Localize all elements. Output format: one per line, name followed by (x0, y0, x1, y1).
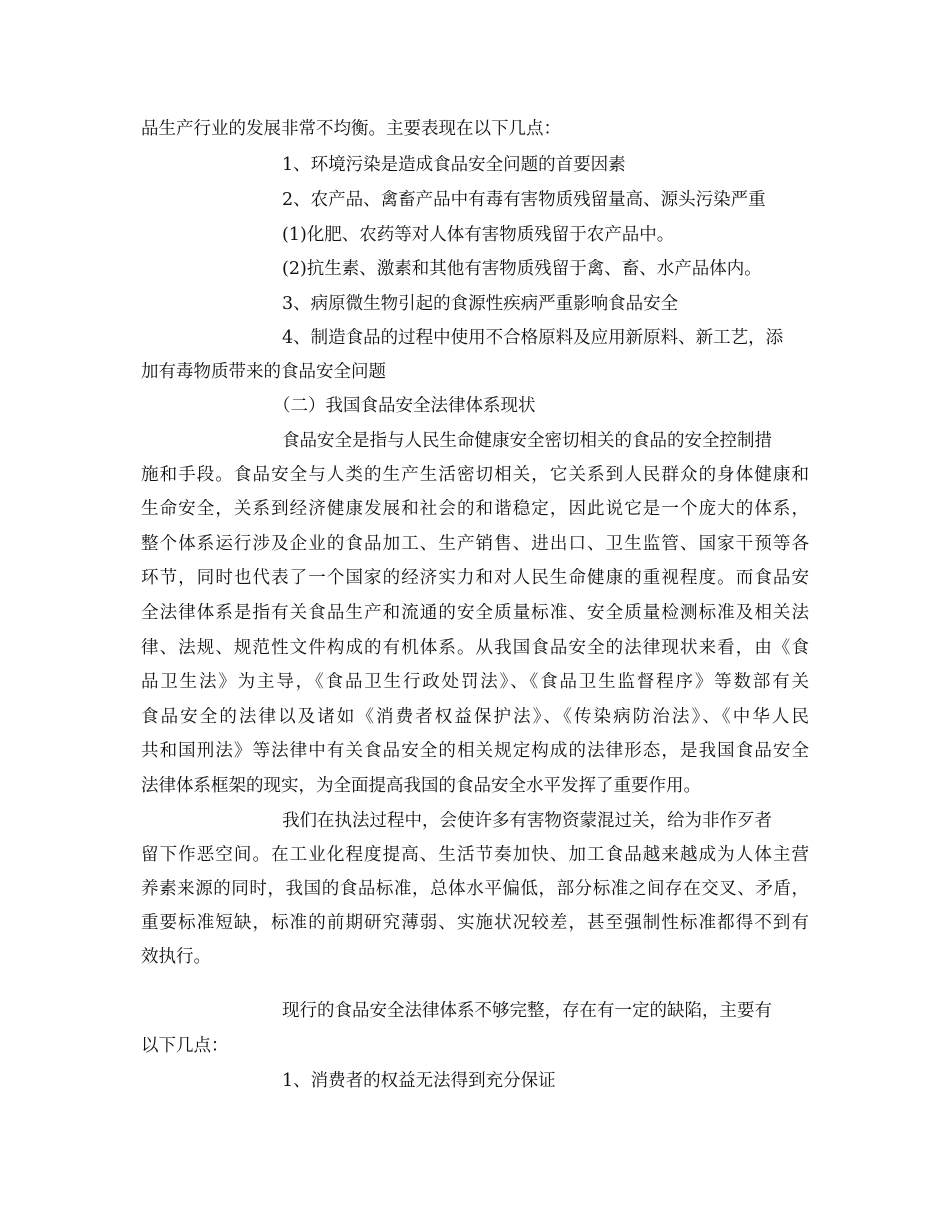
list-item: (1)化肥、农药等对人体有害物质残留于农产品中。 (282, 225, 675, 245)
list-item: 4、制造食品的过程中使用不合格原料及应用新原料、新工艺，添 (282, 328, 784, 348)
list-item: 1、消费者的权益无法得到充分保证 (282, 1071, 556, 1091)
text-line: 效执行。 (141, 947, 211, 967)
list-item: (2)抗生素、激素和其他有害物质残留于禽、畜、水产品体内。 (282, 259, 762, 279)
text-line: 法律体系框架的现实，为全面提高我国的食品安全水平发挥了重要作用。 (141, 776, 701, 796)
text-line: 重要标准短缺，标准的前期研究薄弱、实施状况较差，甚至强制性标准都得不到有 (141, 913, 809, 933)
paragraph-start: 食品安全是指与人民生命健康安全密切相关的食品的安全控制措 (282, 431, 772, 451)
text-line: 加有毒物质带来的食品安全问题 (141, 362, 386, 382)
text-line: 食品安全的法律以及诸如《消费者权益保护法》、《传染病防治法》、《中华人民 (141, 707, 809, 727)
paragraph-start: 现行的食品安全法律体系不够完整，存在有一定的缺陷，主要有 (282, 1001, 772, 1021)
text-line: 律、法规、规范性文件构成的有机体系。从我国食品安全的法律现状来看，由《食 (141, 638, 809, 658)
text-line: 养素来源的同时，我国的食品标准，总体水平偏低，部分标准之间存在交叉、矛盾， (141, 879, 809, 899)
list-item: 3、病原微生物引起的食源性疾病严重影响食品安全 (282, 294, 679, 314)
text-line: 留下作恶空间。在工业化程度提高、生活节奏加快、加工食品越来越成为人体主营 (141, 845, 809, 865)
text-line: 共和国刑法》等法律中有关食品安全的相关规定构成的法律形态，是我国食品安全 (141, 741, 809, 761)
text-line: 整个体系运行涉及企业的食品加工、生产销售、进出口、卫生监管、国家干预等各 (141, 534, 809, 554)
text-line: 施和手段。食品安全与人类的生产生活密切相关，它关系到人民群众的身体健康和 (141, 465, 809, 485)
paragraph-start: 我们在执法过程中，会使许多有害物资蒙混过关，给为非作歹者 (282, 811, 772, 831)
text-line: 环节，同时也代表了一个国家的经济实力和对人民生命健康的重视程度。而食品安 (141, 568, 809, 588)
text-line: 品生产行业的发展非常不均衡。主要表现在以下几点： (141, 119, 561, 139)
list-item: 1、环境污染是造成食品安全问题的首要因素 (282, 155, 626, 175)
text-line: 以下几点： (141, 1036, 229, 1056)
section-heading: （二）我国食品安全法律体系现状 (273, 396, 536, 416)
list-item: 2、农产品、禽畜产品中有毒有害物质残留量高、源头污染严重 (282, 190, 766, 210)
text-line: 品卫生法》为主导，《食品卫生行政处罚法》、《食品卫生监督程序》等数部有关 (141, 672, 809, 692)
text-line: 生命安全，关系到经济健康发展和社会的和谐稳定，因此说它是一个庞大的体系， (141, 499, 809, 519)
text-line: 全法律体系是指有关食品生产和流通的安全质量标准、安全质量检测标准及相关法 (141, 603, 809, 623)
